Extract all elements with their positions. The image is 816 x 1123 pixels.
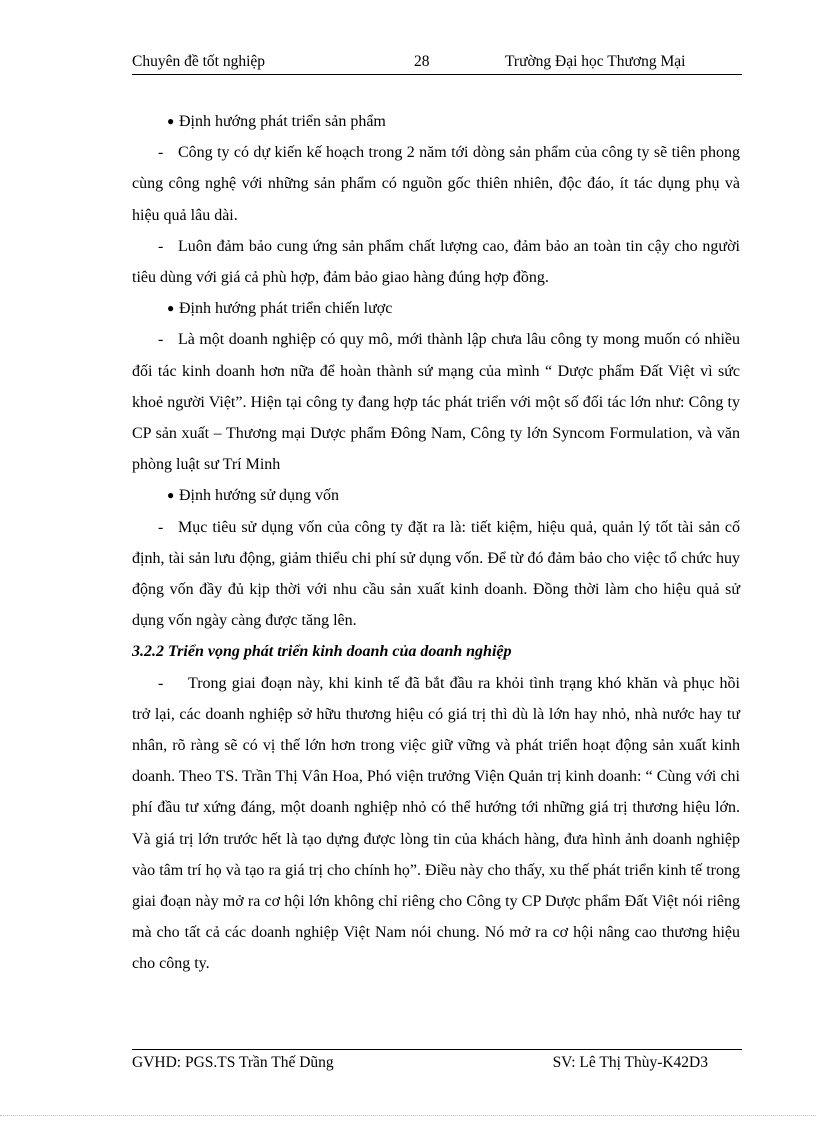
- dash-marker: -: [158, 144, 164, 162]
- section-title: 3.2.2 Triển vọng phát triển kinh doanh của doanh nghiệp: [132, 643, 512, 661]
- dash-marker: -: [158, 331, 164, 349]
- document-body: [132, 106, 740, 980]
- paragraph-text: Trong giai đoạn này, khi kinh tế đã bắt đầu ra khỏi tình trạng khó khăn và phục hồi trở lại, các doanh nghiệp sở hữu thương hiệu có giá trị thì dù là lớn hay nhỏ, nhà nước hay tư nhân, rõ ràng sẽ có vị thế lớn hơn trong việc giữ vững và phát triển hoạt động sản xuất kinh doanh. Theo TS. Trần Thị Vân Hoa, Phó viện trưởng Viện Quản trị kinh doanh: “ Cùng với chi phí đầu tư xứng đáng, một doanh nghiệp nhỏ có thể hướng tới những giá trị thương hiệu lớn. Và giá trị lớn trước hết là tạo dựng được lòng tin của khách hàng, đưa hình ảnh doanh nghiệp vào tâm trí họ và tạo ra giá trị cho chính họ”. Điều này cho thấy, xu thế phát triển kinh tế trong giai đoạn này mở ra cơ hội lớn không chỉ riêng cho Công ty CP Dược phẩm Đất Việt nói riêng mà cho tất cả các doanh nghiệp Việt Nam nói chung. Nó mở ra cơ hội nâng cao thương hiệu cho công ty.: [132, 674, 740, 973]
- dash-marker: -: [158, 518, 164, 536]
- paragraph-text: Là một doanh nghiệp có quy mô, mới thành lập chưa lâu công ty mong muốn có nhiều đối tác kinh doanh hơn nữa để hoàn thành sứ mạng của mình “ Dược phẩm Đất Việt vì sức khoẻ người Việt”. Hiện tại công ty đang hợp tác phát triển với một số đối tác lớn như: Công ty CP sản xuất – Thương mại Dược phẩm Đông Nam, Công ty lớn Syncom Formulation, và văn phòng luật sư Trí Minh: [132, 331, 740, 474]
- paragraph-strategy: [132, 324, 740, 480]
- paragraph-product-plan: [132, 137, 740, 231]
- header-university: Trường Đại học Thương Mại: [505, 53, 686, 70]
- bullet-icon: ●: [167, 114, 175, 128]
- footer-student: SV: Lê Thị Thùy-K42D3: [552, 1054, 708, 1071]
- bullet-heading-product: [132, 106, 740, 137]
- paragraph-quality: [132, 231, 740, 293]
- header-document-type: Chuyên đề tốt nghiệp: [132, 53, 266, 70]
- paragraph-capital: [132, 512, 740, 637]
- paragraph-text: Mục tiêu sử dụng vốn của công ty đặt ra là: tiết kiệm, hiệu quả, quản lý tốt tài sản cố định, tài sản lưu động, giảm thiểu chi phí sử dụng vốn. Để từ đó đảm bảo cho việc tổ chức huy động vốn đầy đủ kịp thời với nhu cầu sản xuất kinh doanh. Đồng thời làm cho hiệu quả sử dụng vốn ngày càng được tăng lên.: [132, 518, 740, 630]
- dash-marker: -: [158, 674, 164, 692]
- bullet-heading-text: Định hướng phát triển sản phẩm: [179, 113, 386, 130]
- page-edge-divider: [0, 1115, 816, 1116]
- bullet-icon: ●: [167, 488, 175, 503]
- bullet-heading-text: Định hướng phát triển chiến lược: [179, 300, 393, 318]
- bullet-heading-capital: [132, 480, 740, 511]
- page-header: [132, 50, 742, 75]
- paragraph-prospects: [132, 668, 740, 980]
- paragraph-text: Luôn đảm bảo cung ứng sản phẩm chất lượng cao, đảm bảo an toàn tin cậy cho người tiêu dùng với giá cả phù hợp, đảm bảo giao hàng đúng hợp đồng.: [132, 237, 740, 287]
- paragraph-text: Công ty có dự kiến kế hoạch trong 2 năm tới dòng sản phẩm của công ty sẽ tiên phong cùng công nghệ với những sản phẩm có nguồn gốc thiên nhiên, độc đáo, ít tác dụng phụ và hiệu quả lâu dài.: [132, 144, 740, 224]
- page-footer: [132, 1049, 742, 1076]
- page-number: 28: [414, 53, 430, 70]
- bullet-heading-text: Định hướng sử dụng vốn: [179, 487, 340, 505]
- footer-supervisor: GVHD: PGS.TS Trần Thế Dũng: [132, 1054, 334, 1071]
- bullet-heading-strategy: [132, 293, 740, 324]
- dash-marker: -: [158, 237, 164, 255]
- bullet-icon: ●: [167, 301, 175, 316]
